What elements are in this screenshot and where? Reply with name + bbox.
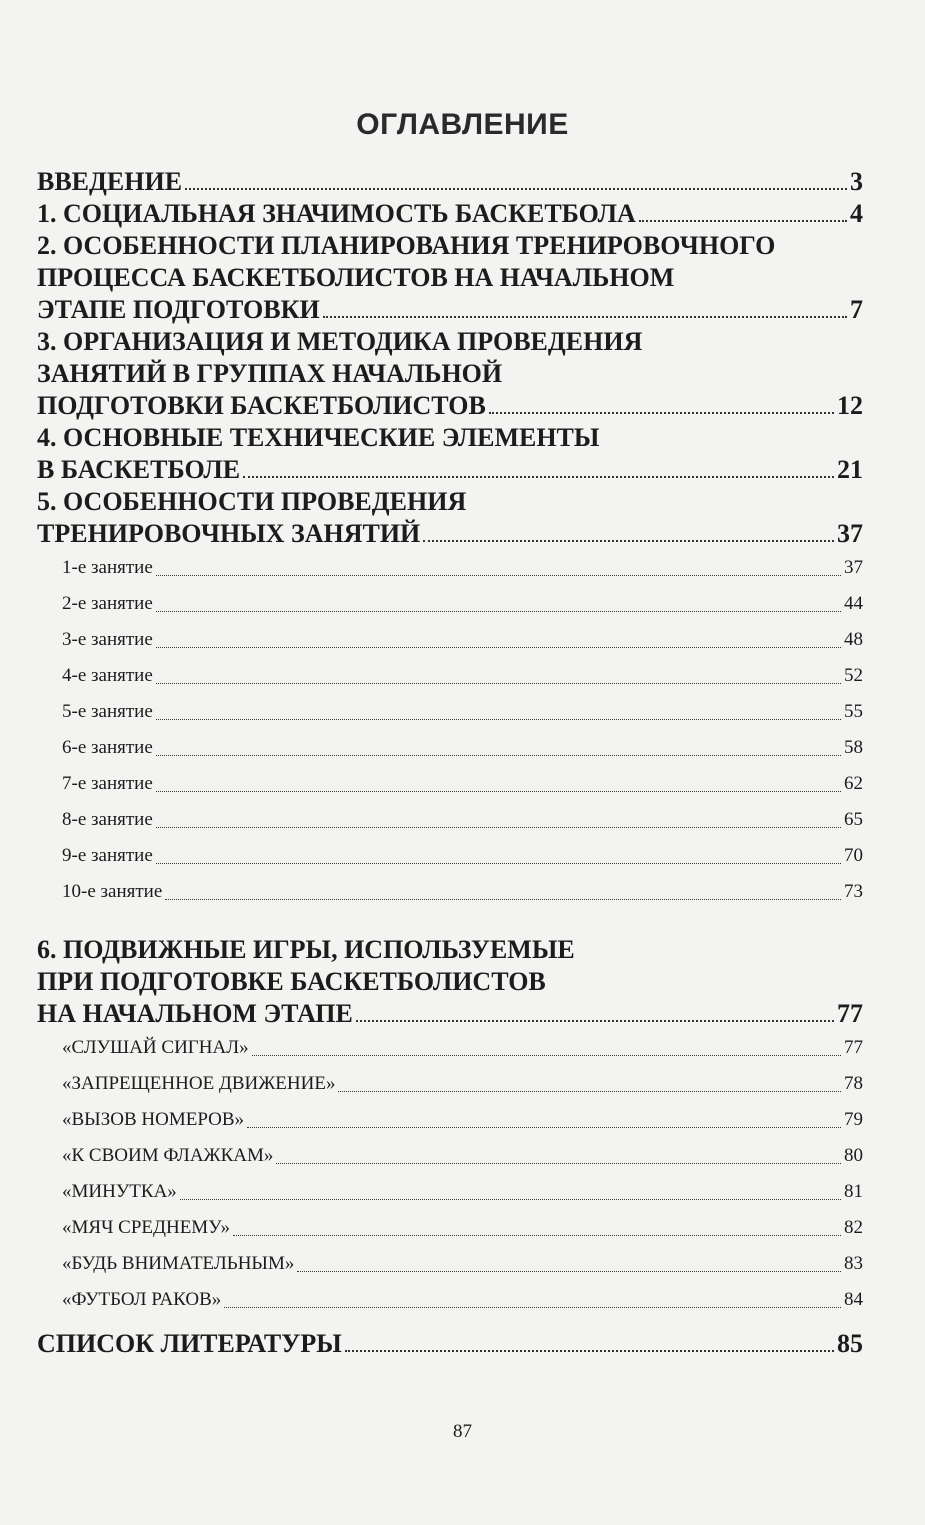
dot-leader — [639, 220, 847, 222]
toc-entry-chapter-3[interactable]: 3. ОРГАНИЗАЦИЯ И МЕТОДИКА ПРОВЕДЕНИЯ ЗАНЯТИЙ В ГРУППАХ НАЧАЛЬНОЙ ПОДГОТОВКИ БАСКЕТБОЛИСТОВ 12 — [37, 327, 863, 420]
toc-subentry-lesson-2[interactable]: 2-е занятие 44 — [37, 586, 863, 622]
dot-leader — [247, 1127, 841, 1128]
toc-entry-chapter-5[interactable]: 5. ОСОБЕННОСТИ ПРОВЕДЕНИЯ ТРЕНИРОВОЧНЫХ ЗАНЯТИЙ 37 — [37, 487, 863, 548]
page-ref: 78 — [844, 1073, 863, 1094]
dot-leader — [156, 575, 841, 576]
toc-subentry-game-7[interactable]: «БУДЬ ВНИМАТЕЛЬНЫМ» 83 — [37, 1246, 863, 1282]
toc-subentry-lesson-10[interactable]: 10-е занятие 73 — [37, 874, 863, 910]
dot-leader — [156, 647, 841, 648]
dot-leader — [156, 683, 841, 684]
dot-leader — [156, 863, 841, 864]
toc-entry-chapter-6[interactable]: 6. ПОДВИЖНЫЕ ИГРЫ, ИСПОЛЬЗУЕМЫЕ ПРИ ПОДГОТОВКЕ БАСКЕТБОЛИСТОВ НА НАЧАЛЬНОМ ЭТАПЕ 77 — [37, 935, 863, 1028]
dot-leader — [165, 899, 841, 900]
page-ref: 44 — [844, 593, 863, 614]
toc-subentry-lesson-4[interactable]: 4-е занятие 52 — [37, 658, 863, 694]
toc-subentry-lesson-7[interactable]: 7-е занятие 62 — [37, 766, 863, 802]
page-ref: 65 — [844, 809, 863, 830]
dot-leader — [156, 827, 841, 828]
dot-leader — [243, 476, 834, 478]
page-ref: 62 — [844, 773, 863, 794]
dot-leader — [323, 316, 847, 318]
page-ref: 80 — [844, 1145, 863, 1166]
table-of-contents — [37, 166, 863, 1360]
dot-leader — [297, 1271, 841, 1272]
page-ref: 85 — [837, 1329, 863, 1358]
toc-subentry-lesson-9[interactable]: 9-е занятие 70 — [37, 838, 863, 874]
toc-subentry-game-2[interactable]: «ЗАПРЕЩЕННОЕ ДВИЖЕНИЕ» 78 — [37, 1066, 863, 1102]
toc-entry-chapter-4[interactable]: 4. ОСНОВНЫЕ ТЕХНИЧЕСКИЕ ЭЛЕМЕНТЫ В БАСКЕТБОЛЕ 21 — [37, 423, 863, 484]
toc-entry-chapter-1[interactable]: 1. СОЦИАЛЬНАЯ ЗНАЧИМОСТЬ БАСКЕТБОЛА 4 — [37, 199, 863, 228]
page-ref: 37 — [837, 519, 863, 548]
dot-leader — [345, 1350, 834, 1352]
toc-subentry-game-8[interactable]: «ФУТБОЛ РАКОВ» 84 — [37, 1282, 863, 1318]
dot-leader — [233, 1235, 841, 1236]
dot-leader — [489, 412, 834, 414]
dot-leader — [423, 540, 834, 542]
page-number: 87 — [453, 1421, 472, 1442]
page-ref: 83 — [844, 1253, 863, 1274]
page-ref: 81 — [844, 1181, 863, 1202]
toc-subentry-game-3[interactable]: «ВЫЗОВ НОМЕРОВ» 79 — [37, 1102, 863, 1138]
toc-entry-introduction[interactable]: ВВЕДЕНИЕ 3 — [37, 167, 863, 196]
toc-title: ОГЛАВЛЕНИЕ — [356, 108, 569, 141]
toc-subentry-lesson-8[interactable]: 8-е занятие 65 — [37, 802, 863, 838]
toc-subentry-game-6[interactable]: «МЯЧ СРЕДНЕМУ» 82 — [37, 1210, 863, 1246]
dot-leader — [180, 1199, 841, 1200]
page-ref: 79 — [844, 1109, 863, 1130]
page-ref: 52 — [844, 665, 863, 686]
toc-subentry-game-4[interactable]: «К СВОИМ ФЛАЖКАМ» 80 — [37, 1138, 863, 1174]
page-ref: 48 — [844, 629, 863, 650]
dot-leader — [156, 755, 841, 756]
toc-entry-literature[interactable]: СПИСОК ЛИТЕРАТУРЫ 85 — [37, 1329, 863, 1358]
toc-subentry-lesson-6[interactable]: 6-е занятие 58 — [37, 730, 863, 766]
toc-entry-chapter-2[interactable]: 2. ОСОБЕННОСТИ ПЛАНИРОВАНИЯ ТРЕНИРОВОЧНОГО ПРОЦЕССА БАСКЕТБОЛИСТОВ НА НАЧАЛЬНОМ ЭТАПЕ ПОДГОТОВКИ 7 — [37, 231, 863, 324]
page-ref: 37 — [844, 557, 863, 578]
page-ref: 55 — [844, 701, 863, 722]
dot-leader — [156, 719, 841, 720]
page-ref: 82 — [844, 1217, 863, 1238]
page-ref: 3 — [850, 167, 863, 196]
dot-leader — [185, 188, 847, 190]
page-ref: 77 — [837, 999, 863, 1028]
page-ref: 77 — [844, 1037, 863, 1058]
dot-leader — [356, 1020, 834, 1022]
toc-subentry-lesson-5[interactable]: 5-е занятие 55 — [37, 694, 863, 730]
dot-leader — [276, 1163, 841, 1164]
page-ref: 4 — [850, 199, 863, 228]
dot-leader — [156, 791, 841, 792]
dot-leader — [252, 1055, 841, 1056]
dot-leader — [224, 1307, 841, 1308]
page-ref: 58 — [844, 737, 863, 758]
dot-leader — [156, 611, 841, 612]
dot-leader — [338, 1091, 841, 1092]
page-ref: 70 — [844, 845, 863, 866]
toc-subentry-lesson-3[interactable]: 3-е занятие 48 — [37, 622, 863, 658]
page-ref: 12 — [837, 391, 863, 420]
page-ref: 7 — [850, 295, 863, 324]
toc-subentry-game-5[interactable]: «МИНУТКА» 81 — [37, 1174, 863, 1210]
page-ref: 73 — [844, 881, 863, 902]
toc-subentry-game-1[interactable]: «СЛУШАЙ СИГНАЛ» 77 — [37, 1030, 863, 1066]
page-ref: 84 — [844, 1289, 863, 1310]
page-ref: 21 — [837, 455, 863, 484]
toc-subentry-lesson-1[interactable]: 1-е занятие 37 — [37, 550, 863, 586]
